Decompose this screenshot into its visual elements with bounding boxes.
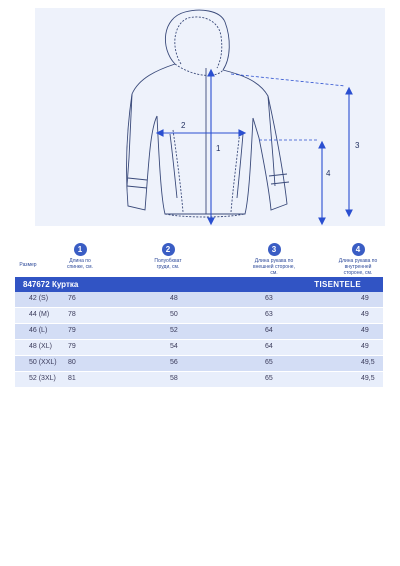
jacket-sketch-panel (35, 8, 385, 226)
chest-cell: 50 (170, 311, 178, 318)
col3-label: Длина рукава по внешней стороне, см. (253, 258, 295, 276)
table-row (15, 308, 383, 324)
sleeve-out-cell: 64 (265, 327, 273, 334)
table-row (15, 372, 383, 388)
brand-name: TISENTELE (314, 280, 361, 289)
marker-4: 4 (326, 169, 331, 178)
marker-1: 1 (216, 144, 221, 153)
col1-header (62, 243, 98, 273)
col-size-label: Размер (19, 262, 37, 268)
table-row (15, 356, 383, 372)
col4-header (334, 243, 382, 276)
marker-2: 2 (181, 121, 186, 130)
length-cell: 79 (68, 327, 76, 334)
size-cell: 42 (S) (29, 295, 49, 302)
length-cell: 78 (68, 311, 76, 318)
length-cell: 79 (68, 343, 76, 350)
col2-label: Полуобхват груди, см. (154, 258, 182, 270)
marker-3: 3 (355, 141, 360, 150)
length-cell: 81 (68, 375, 76, 382)
article-number: 847672 (23, 280, 50, 289)
sleeve-in-cell: 49 (361, 343, 369, 350)
size-cell: 46 (L) (29, 327, 48, 334)
length-cell: 76 (68, 295, 76, 302)
sleeve-out-cell: 65 (265, 375, 273, 382)
chest-cell: 54 (170, 343, 178, 350)
sleeve-in-cell: 49,5 (361, 359, 375, 366)
col4-number-badge: 4 (352, 243, 365, 256)
col2-number-badge: 2 (162, 243, 175, 256)
size-cell: 50 (XXL) (29, 359, 57, 366)
sleeve-out-cell: 64 (265, 343, 273, 350)
sleeve-in-cell: 49,5 (361, 375, 375, 382)
col1-number-badge: 1 (74, 243, 87, 256)
sleeve-out-cell: 65 (265, 359, 273, 366)
col1-label: Длина по спинке, см. (67, 258, 93, 270)
sleeve-out-cell: 63 (265, 295, 273, 302)
size-table (15, 292, 383, 388)
size-cell: 44 (M) (29, 311, 50, 318)
table-row (15, 340, 383, 356)
product-name: Куртка (51, 280, 79, 289)
chest-cell: 52 (170, 327, 178, 334)
chest-cell: 58 (170, 375, 178, 382)
product-title (23, 280, 78, 289)
chest-cell: 48 (170, 295, 178, 302)
sleeve-out-cell: 63 (265, 311, 273, 318)
table-row (15, 324, 383, 340)
product-band (15, 277, 383, 292)
chest-cell: 56 (170, 359, 178, 366)
jacket-sketch (35, 8, 385, 226)
col4-label: Длина рукава по внутренней стороне, см. (338, 258, 378, 276)
sleeve-in-cell: 49 (361, 295, 369, 302)
sleeve-in-cell: 49 (361, 311, 369, 318)
size-cell: 48 (XL) (29, 343, 52, 350)
col3-number-badge: 3 (268, 243, 281, 256)
col3-header (253, 243, 295, 276)
size-cell: 52 (3XL) (29, 375, 56, 382)
sleeve-in-cell: 49 (361, 327, 369, 334)
length-cell: 80 (68, 359, 76, 366)
table-row (15, 292, 383, 308)
col2-header (150, 243, 186, 273)
